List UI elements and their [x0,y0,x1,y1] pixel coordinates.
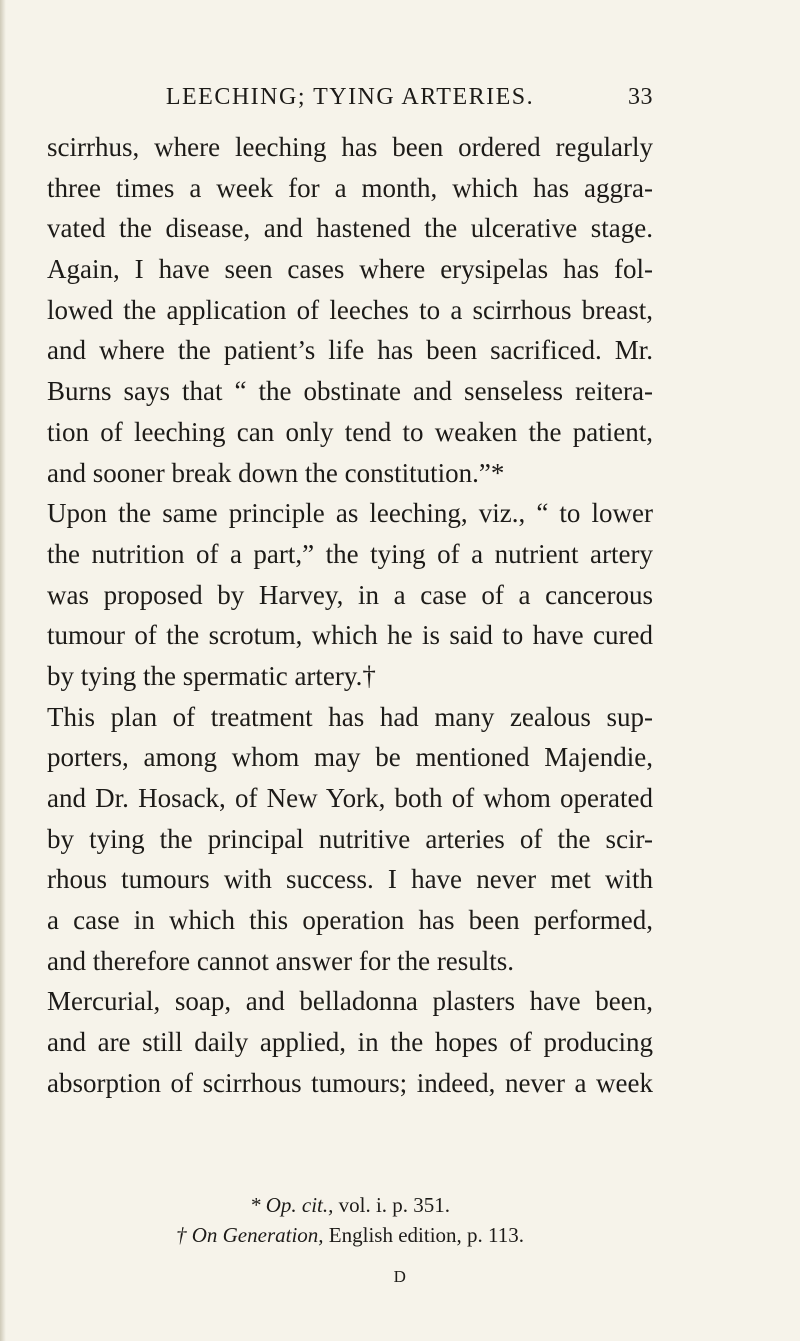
text-line: Again, I have seen cases where erysipelas has fol- [47,254,653,285]
page-number: 33 [628,84,653,110]
text-line: vated the disease, and hastened the ulcerative stage. [47,213,653,244]
text-line: and Dr. Hosack, of New York, both of whom operated [47,783,653,813]
text-line: the nutrition of a part,” the tying of a nutrient artery [47,538,653,569]
text-line: by tying the spermatic artery.† [47,660,376,691]
text-line: and sooner break down the constitution.”* [47,457,505,488]
text-line: Burns says that “ the obstinate and senseless reitera- [47,376,653,407]
footnote [47,1220,653,1250]
text-line: tumour of the scrotum, which he is said to have cured [47,620,653,651]
text-line: and where the patient’s life has been sacrificed. Mr. [47,335,653,366]
running-head-title: LEECHING; TYING ARTERIES. [165,84,535,110]
text-line: Mercurial, soap, and belladonna plasters have been, [47,986,653,1017]
text-line: was proposed by Harvey, in a case of a cancerous [47,579,653,610]
footnotes [47,1190,653,1250]
text-line: absorption of scirrhous tumours; indeed, never a week [47,1067,653,1098]
text-line: and therefore cannot answer for the results. [47,945,515,976]
text-line: This plan of treatment has had many zealous sup- [47,701,653,732]
text-line: rhous tumours with success. I have never met with [47,864,653,895]
text-line: three times a week for a month, which has aggra- [47,172,653,203]
text-line: scirrhus, where leeching has been ordered regularly [47,132,653,162]
footnote-text: vol. i. p. 351. [333,1193,451,1217]
text-line: tion of leeching can only tend to weaken the patient, [47,416,653,447]
text-line: a case in which this operation has been performed, [47,905,653,936]
page-edge-shadow [0,0,6,1341]
footnote-text: English edition, p. 113. [323,1223,525,1247]
body-text [47,127,653,1104]
footnote-reference: * Op. cit., [249,1193,334,1217]
text-line: by tying the principal nutritive arteries of the scir- [47,823,653,854]
text-line: lowed the application of leeches to a scirrhous breast, [47,294,653,325]
footnote-reference: † On Generation, [175,1223,324,1247]
signature-mark: D [393,1267,407,1286]
text-line: Upon the same principle as leeching, viz., “ to lower [47,498,653,529]
text-line: porters, among whom may be mentioned Majendie, [47,742,653,773]
text-line: and are still daily applied, in the hopes of producing [47,1027,653,1058]
footnote [47,1190,653,1220]
running-head [47,80,653,114]
